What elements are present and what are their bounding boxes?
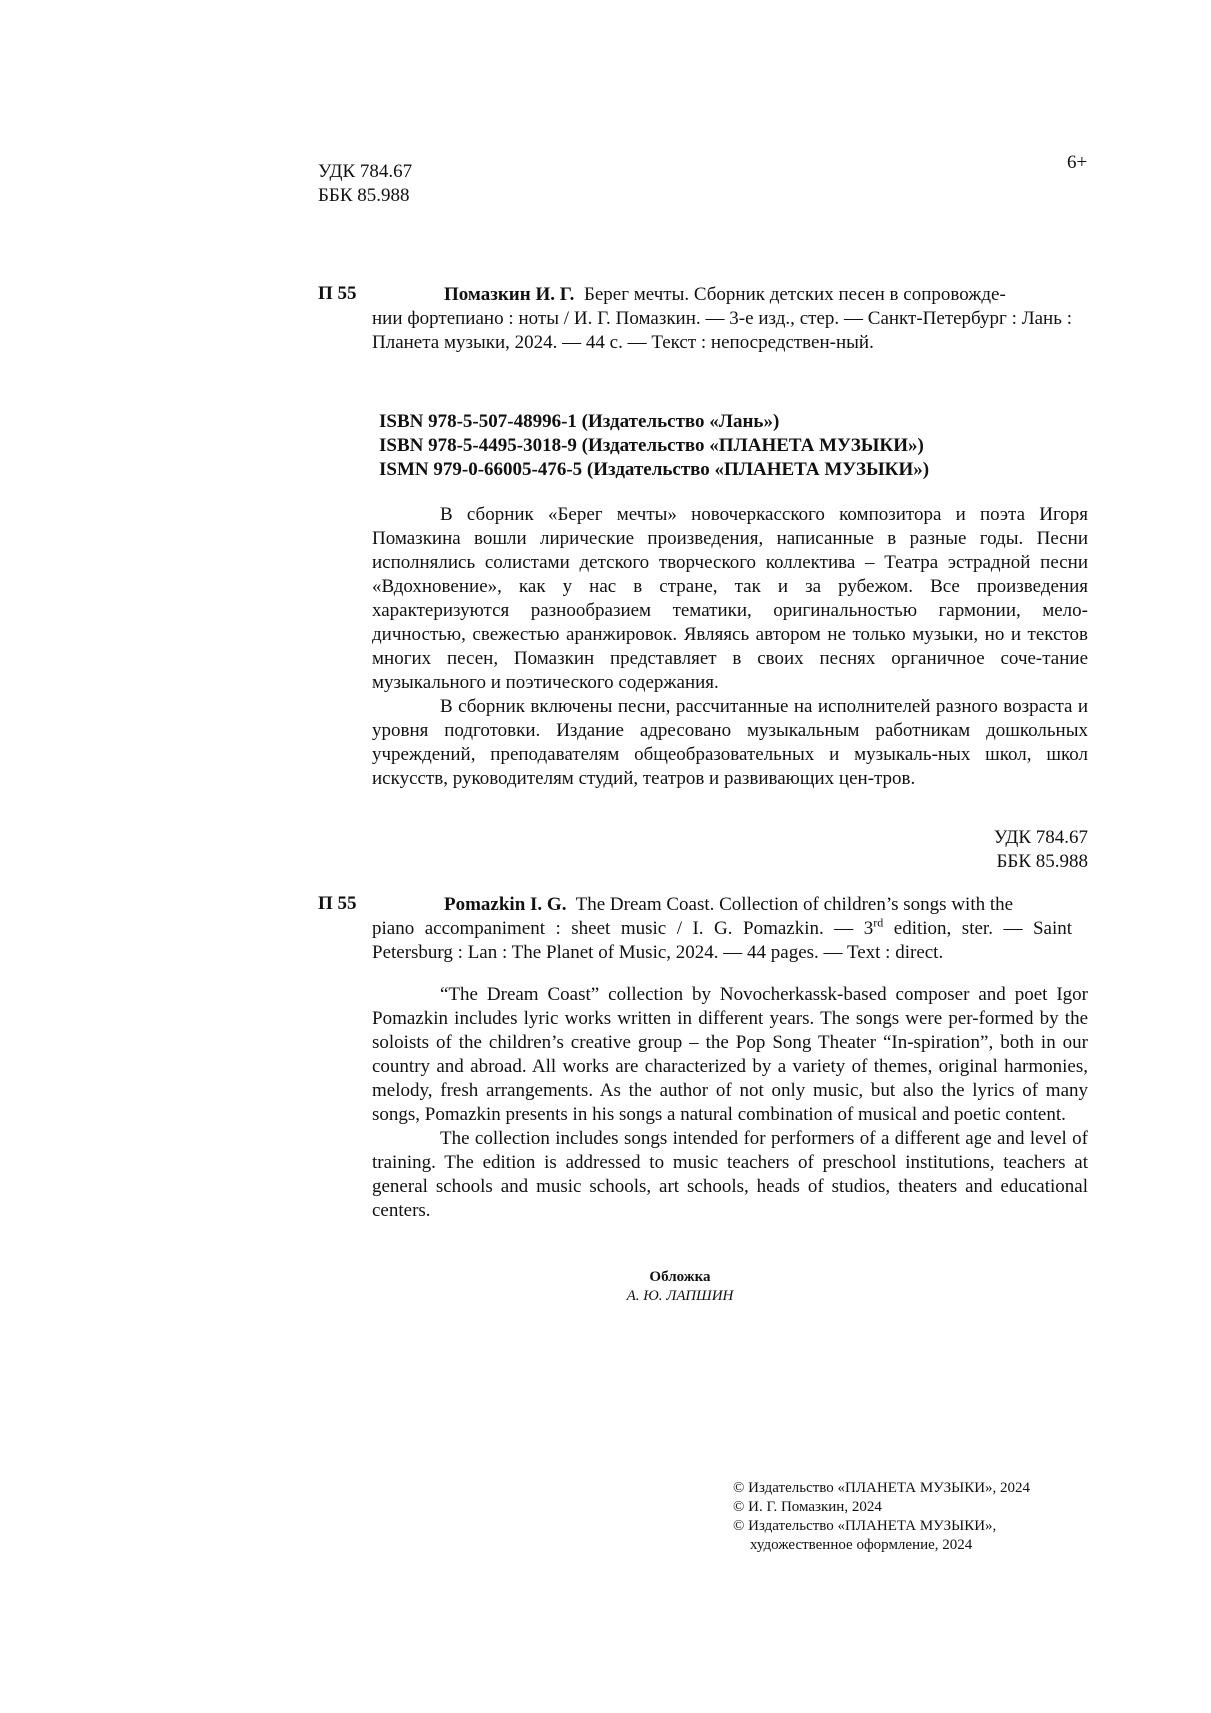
cover-credit-title: Обложка [649,1269,711,1285]
abstract-ru [372,503,1088,791]
abstract-en-paragraph: The collection includes songs intended for performers of a different age and level of training. The edition is addressed to music teachers of preschool institutions, teachers at general schools and music schools, art schools, heads of studios, theaters and educational centers. [372,1128,1088,1221]
entry-continuation-en-end: edition, ster. — Saint Petersburg : Lan : The Planet of Music, 2024. — 44 pages. — Text : direct. [372,918,1072,963]
cover-credit [560,1268,800,1306]
entry-first-line-en: The Dream Coast. Collection of children’s songs with the [575,894,1014,915]
classification-header [318,160,412,208]
call-number-ru: П 55 [318,283,357,304]
copyright-line: © И. Г. Помазкин, 2024 [733,1499,882,1515]
abstract-en-paragraph: “The Dream Coast” collection by Novocherkassk-based composer and poet Igor Pomazkin includes lyric works written in different years. The songs were per-formed by the soloists of the children’s creative group – the Pop Song Theater “In-spiration”, both in our country and abroad. All works are characterized by a variety of themes, original harmonies, melody, fresh arrangements. As the author of not only music, but also the lyrics of many songs, Pomazkin presents in his songs a natural combination of musical and poetic content. [372,984,1088,1125]
ismn-planeta: ISMN 979-0-66005-476-5 (Издательство «ПЛАНЕТА МУЗЫКИ») [379,459,930,480]
author-ru: Помазкин И. Г. [444,284,575,305]
bbk-code-bottom: ББК 85.988 [996,851,1088,872]
bibliographic-entry-ru [372,283,1072,355]
bbk-code: ББК 85.988 [318,185,410,206]
abstract-en [372,983,1088,1223]
udk-code-bottom: УДК 784.67 [993,827,1088,848]
author-en: Pomazkin I. G. [444,894,567,915]
copyright-line: художественное оформление, 2024 [750,1537,973,1553]
call-number-en: П 55 [318,893,357,914]
identifier-list [379,410,929,482]
edition-superscript: rd [873,915,884,930]
copyright-block [733,1479,1093,1555]
cover-credit-name: А. Ю. ЛАПШИН [626,1288,734,1304]
abstract-ru-paragraph: В сборник «Берег мечты» новочеркасского композитора и поэта Игоря Помазкина вошли лирические произведения, написанные в разные годы. Песни исполнялись солистами детского творческого коллектива – Театра эстрадной песни «Вдохновение», как у нас в стране, так и за рубежом. Все произведения характеризуются разнообразием тематики, оригинальностью гармонии, мело-дичностью, свежестью аранжировок. Являясь автором не только музыки, но и текстов многих песен, Помазкин представляет в своих песнях органичное соче-тание музыкального и поэтического содержания. [372,504,1088,693]
copyright-line: © Издательство «ПЛАНЕТА МУЗЫКИ», 2024 [733,1480,1031,1496]
entry-continuation-ru: нии фортепиано : ноты / И. Г. Помазкин. — 3-е изд., стер. — Санкт-Петербург : Лань : Планета музыки, 2024. — 44 с. — Текст : непосредствен-ный. [372,308,1072,353]
udk-code: УДК 784.67 [318,161,413,182]
entry-first-line-ru: Берег мечты. Сборник детских песен в сопровожде- [583,284,1006,305]
entry-continuation-en: piano accompaniment : sheet music / I. G. Pomazkin. — 3 [372,918,874,939]
age-rating: 6+ [1067,152,1088,173]
copyright-line: © Издательство «ПЛАНЕТА МУЗЫКИ», [733,1518,997,1534]
abstract-ru-paragraph: В сборник включены песни, рассчитанные на исполнителей разного возраста и уровня подготовки. Издание адресовано музыкальным работникам дошкольных учреждений, преподавателям общеобразовательных и музыкаль-ных школ, школ искусств, руководителям студий, театров и развивающих цен-тров. [372,696,1088,789]
bibliographic-entry-en [372,893,1072,965]
isbn-planeta: ISBN 978-5-4495-3018-9 (Издательство «ПЛАНЕТА МУЗЫКИ») [379,435,924,456]
isbn-lan: ISBN 978-5-507-48996-1 (Издательство «Лань») [379,411,780,432]
classification-footer [900,826,1088,874]
